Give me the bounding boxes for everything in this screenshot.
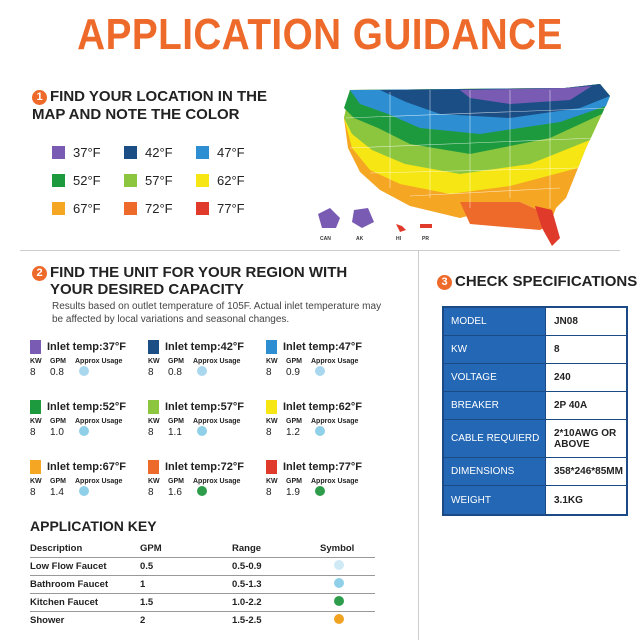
- unit-header: [148, 460, 260, 474]
- page-title: APPLICATION GUIDANCE: [77, 10, 563, 59]
- legend-label: 42°F: [145, 145, 173, 160]
- unit-card: [148, 340, 260, 396]
- unit-header: [30, 400, 142, 414]
- unit-gpm: 1.2: [286, 427, 300, 438]
- unit-card: [30, 460, 142, 516]
- unit-label: Inlet temp:52°F: [47, 401, 126, 413]
- spec-value: 3.1KG: [554, 494, 583, 506]
- unit-values: [30, 486, 142, 499]
- unit-label: Inlet temp:62°F: [283, 401, 362, 413]
- unit-col-gpm: GPM: [50, 478, 66, 485]
- temperature-legend: [52, 145, 262, 216]
- unit-card: [30, 340, 142, 396]
- unit-label: Inlet temp:67°F: [47, 461, 126, 473]
- spec-key: CABLE REQUIERD: [444, 420, 546, 457]
- unit-label: Inlet temp:42°F: [165, 341, 244, 353]
- unit-swatch: [266, 400, 277, 414]
- unit-gpm: 1.9: [286, 487, 300, 498]
- unit-header: [266, 340, 378, 354]
- map-label-can: CAN: [320, 236, 331, 242]
- unit-swatch: [30, 400, 41, 414]
- unit-gpm: 0.8: [50, 367, 64, 378]
- spec-value: 2P 40A: [554, 400, 588, 411]
- spec-value: 358*246*85MM: [554, 466, 623, 477]
- usa-climate-map: [310, 78, 620, 248]
- water-drop-icon: [197, 426, 207, 436]
- step1-number: 1: [32, 90, 47, 105]
- unit-kw: 8: [148, 367, 154, 378]
- unit-kw: 8: [266, 427, 272, 438]
- unit-header: [266, 400, 378, 414]
- unit-grid: [30, 340, 390, 510]
- key-header-description: Description: [30, 542, 83, 554]
- key-header-range: Range: [232, 542, 262, 554]
- unit-col-gpm: GPM: [50, 358, 66, 365]
- unit-col-gpm: GPM: [50, 418, 66, 425]
- spec-key: WEIGHT: [444, 486, 546, 514]
- unit-col-kw: KW: [30, 358, 42, 365]
- step2-heading: [32, 264, 347, 298]
- key-row: [30, 575, 375, 593]
- unit-gpm: 0.9: [286, 367, 300, 378]
- spec-row: [444, 486, 626, 514]
- key-description: Bathroom Faucet: [30, 575, 140, 593]
- key-range: 0.5-1.3: [232, 575, 320, 593]
- spec-key: VOLTAGE: [444, 364, 546, 391]
- unit-col-kw: KW: [148, 418, 160, 425]
- unit-values: [148, 486, 260, 499]
- water-drop-icon: [79, 426, 89, 436]
- legend-swatch: [52, 146, 65, 159]
- unit-card: [148, 400, 260, 456]
- unit-col-usage: Approx Usage: [193, 358, 241, 365]
- key-range: 0.5-0.9: [232, 557, 320, 575]
- unit-values: [30, 366, 142, 379]
- unit-columns: [266, 418, 378, 425]
- legend-item: [124, 201, 196, 216]
- unit-card: [266, 400, 378, 456]
- unit-col-usage: Approx Usage: [311, 478, 359, 485]
- section-divider-horizontal: [20, 250, 620, 251]
- unit-columns: [266, 478, 378, 485]
- key-row: [30, 557, 375, 575]
- spec-row: [444, 364, 626, 392]
- unit-header: [30, 340, 142, 354]
- spec-key: DIMENSIONS: [444, 458, 546, 485]
- map-label-hi: HI: [396, 236, 401, 242]
- specifications-table: [442, 306, 628, 516]
- legend-swatch: [52, 174, 65, 187]
- unit-label: Inlet temp:72°F: [165, 461, 244, 473]
- key-description: Shower: [30, 611, 140, 629]
- unit-header: [148, 340, 260, 354]
- spec-value: 240: [554, 372, 571, 383]
- water-drop-icon: [79, 486, 89, 496]
- unit-columns: [30, 478, 142, 485]
- spec-row: [444, 458, 626, 486]
- unit-columns: [148, 478, 260, 485]
- legend-swatch: [52, 202, 65, 215]
- step3-label: CHECK SPECIFICATIONS: [455, 273, 638, 290]
- legend-label: 52°F: [73, 173, 101, 188]
- key-range: 1.0-2.2: [232, 593, 320, 611]
- key-gpm: 2: [140, 611, 232, 629]
- unit-kw: 8: [148, 427, 154, 438]
- usage-symbol-icon: [334, 578, 344, 588]
- unit-card: [148, 460, 260, 516]
- unit-kw: 8: [30, 367, 36, 378]
- water-drop-icon: [197, 366, 207, 376]
- step2-number: 2: [32, 266, 47, 281]
- spec-row: [444, 420, 626, 458]
- legend-label: 62°F: [217, 173, 245, 188]
- unit-values: [148, 426, 260, 439]
- unit-label: Inlet temp:37°F: [47, 341, 126, 353]
- unit-col-gpm: GPM: [168, 418, 184, 425]
- step1-line2: MAP AND NOTE THE COLOR: [32, 106, 240, 123]
- unit-card: [30, 400, 142, 456]
- key-description: Low Flow Faucet: [30, 557, 140, 575]
- unit-card: [266, 460, 378, 516]
- unit-gpm: 1.6: [168, 487, 182, 498]
- key-gpm: 0.5: [140, 557, 232, 575]
- unit-col-gpm: GPM: [286, 478, 302, 485]
- section-divider-vertical: [418, 250, 419, 640]
- map-label-pr: PR: [422, 236, 429, 242]
- unit-swatch: [148, 460, 159, 474]
- unit-values: [266, 366, 378, 379]
- unit-kw: 8: [148, 487, 154, 498]
- legend-item: [52, 201, 124, 216]
- water-drop-icon: [315, 486, 325, 496]
- spec-value: 2*10AWG OR ABOVE: [554, 427, 617, 450]
- step2-line2: YOUR DESIRED CAPACITY: [50, 281, 244, 298]
- step3-heading: [437, 273, 637, 290]
- unit-swatch: [148, 340, 159, 354]
- legend-swatch: [196, 146, 209, 159]
- unit-gpm: 1.4: [50, 487, 64, 498]
- key-gpm: 1: [140, 575, 232, 593]
- application-key-table: [30, 540, 375, 629]
- unit-col-usage: Approx Usage: [193, 418, 241, 425]
- usage-symbol-icon: [334, 614, 344, 624]
- step2-note: Results based on outlet temperature of 105F. Actual inlet temperature may be affected by local variations and seasonal changes.: [52, 301, 382, 325]
- key-row: [30, 593, 375, 611]
- legend-swatch: [124, 146, 137, 159]
- unit-header: [266, 460, 378, 474]
- unit-col-gpm: GPM: [168, 358, 184, 365]
- spec-row: [444, 336, 626, 364]
- unit-header: [148, 400, 260, 414]
- unit-label: Inlet temp:77°F: [283, 461, 362, 473]
- unit-col-kw: KW: [30, 418, 42, 425]
- legend-item: [196, 145, 268, 160]
- spec-value: 8: [554, 344, 560, 355]
- unit-gpm: 1.1: [168, 427, 182, 438]
- key-description: Kitchen Faucet: [30, 593, 140, 611]
- legend-label: 57°F: [145, 173, 173, 188]
- unit-swatch: [30, 340, 41, 354]
- legend-item: [124, 145, 196, 160]
- legend-item: [124, 173, 196, 188]
- legend-swatch: [124, 202, 137, 215]
- water-drop-icon: [315, 426, 325, 436]
- unit-col-kw: KW: [30, 478, 42, 485]
- key-range: 1.5-2.5: [232, 611, 320, 629]
- step3-number: 3: [437, 275, 452, 290]
- unit-values: [148, 366, 260, 379]
- legend-swatch: [196, 202, 209, 215]
- spec-row: [444, 308, 626, 336]
- unit-gpm: 1.0: [50, 427, 64, 438]
- legend-label: 72°F: [145, 201, 173, 216]
- unit-col-usage: Approx Usage: [311, 418, 359, 425]
- legend-item: [196, 201, 268, 216]
- legend-label: 47°F: [217, 145, 245, 160]
- unit-col-kw: KW: [148, 358, 160, 365]
- application-key-title: APPLICATION KEY: [30, 518, 157, 534]
- water-drop-icon: [315, 366, 325, 376]
- unit-header: [30, 460, 142, 474]
- key-gpm: 1.5: [140, 593, 232, 611]
- unit-col-usage: Approx Usage: [193, 478, 241, 485]
- unit-columns: [30, 358, 142, 365]
- unit-values: [266, 426, 378, 439]
- step1-line1: FIND YOUR LOCATION IN THE: [50, 88, 267, 105]
- usage-symbol-icon: [334, 596, 344, 606]
- legend-swatch: [124, 174, 137, 187]
- unit-col-gpm: GPM: [168, 478, 184, 485]
- unit-values: [266, 486, 378, 499]
- legend-label: 77°F: [217, 201, 245, 216]
- unit-col-usage: Approx Usage: [75, 358, 123, 365]
- spec-key: MODEL: [444, 308, 546, 335]
- unit-col-gpm: GPM: [286, 358, 302, 365]
- step2-line1: FIND THE UNIT FOR YOUR REGION WITH: [50, 264, 348, 281]
- unit-kw: 8: [266, 487, 272, 498]
- unit-swatch: [266, 340, 277, 354]
- key-row: [30, 611, 375, 629]
- unit-col-gpm: GPM: [286, 418, 302, 425]
- spec-key: BREAKER: [444, 392, 546, 419]
- unit-col-usage: Approx Usage: [311, 358, 359, 365]
- unit-kw: 8: [30, 487, 36, 498]
- legend-item: [52, 145, 124, 160]
- spec-value: JN08: [554, 316, 578, 327]
- unit-label: Inlet temp:47°F: [283, 341, 362, 353]
- key-header-row: [30, 540, 375, 557]
- unit-col-usage: Approx Usage: [75, 478, 123, 485]
- unit-swatch: [30, 460, 41, 474]
- unit-col-usage: Approx Usage: [75, 418, 123, 425]
- legend-label: 67°F: [73, 201, 101, 216]
- unit-columns: [148, 358, 260, 365]
- unit-card: [266, 340, 378, 396]
- unit-label: Inlet temp:57°F: [165, 401, 244, 413]
- water-drop-icon: [79, 366, 89, 376]
- legend-item: [52, 173, 124, 188]
- legend-item: [196, 173, 268, 188]
- water-drop-icon: [197, 486, 207, 496]
- unit-col-kw: KW: [266, 358, 278, 365]
- unit-col-kw: KW: [266, 418, 278, 425]
- map-label-ak: AK: [356, 236, 364, 242]
- usage-symbol-icon: [334, 560, 344, 570]
- unit-values: [30, 426, 142, 439]
- spec-key: KW: [444, 336, 546, 363]
- unit-columns: [266, 358, 378, 365]
- legend-label: 37°F: [73, 145, 101, 160]
- unit-columns: [148, 418, 260, 425]
- unit-columns: [30, 418, 142, 425]
- step1-heading: [32, 88, 267, 124]
- key-header-gpm: GPM: [140, 542, 162, 554]
- unit-kw: 8: [30, 427, 36, 438]
- unit-swatch: [148, 400, 159, 414]
- spec-row: [444, 392, 626, 420]
- unit-gpm: 0.8: [168, 367, 182, 378]
- unit-col-kw: KW: [266, 478, 278, 485]
- unit-col-kw: KW: [148, 478, 160, 485]
- unit-swatch: [266, 460, 277, 474]
- unit-kw: 8: [266, 367, 272, 378]
- legend-swatch: [196, 174, 209, 187]
- key-header-symbol: Symbol: [320, 542, 355, 554]
